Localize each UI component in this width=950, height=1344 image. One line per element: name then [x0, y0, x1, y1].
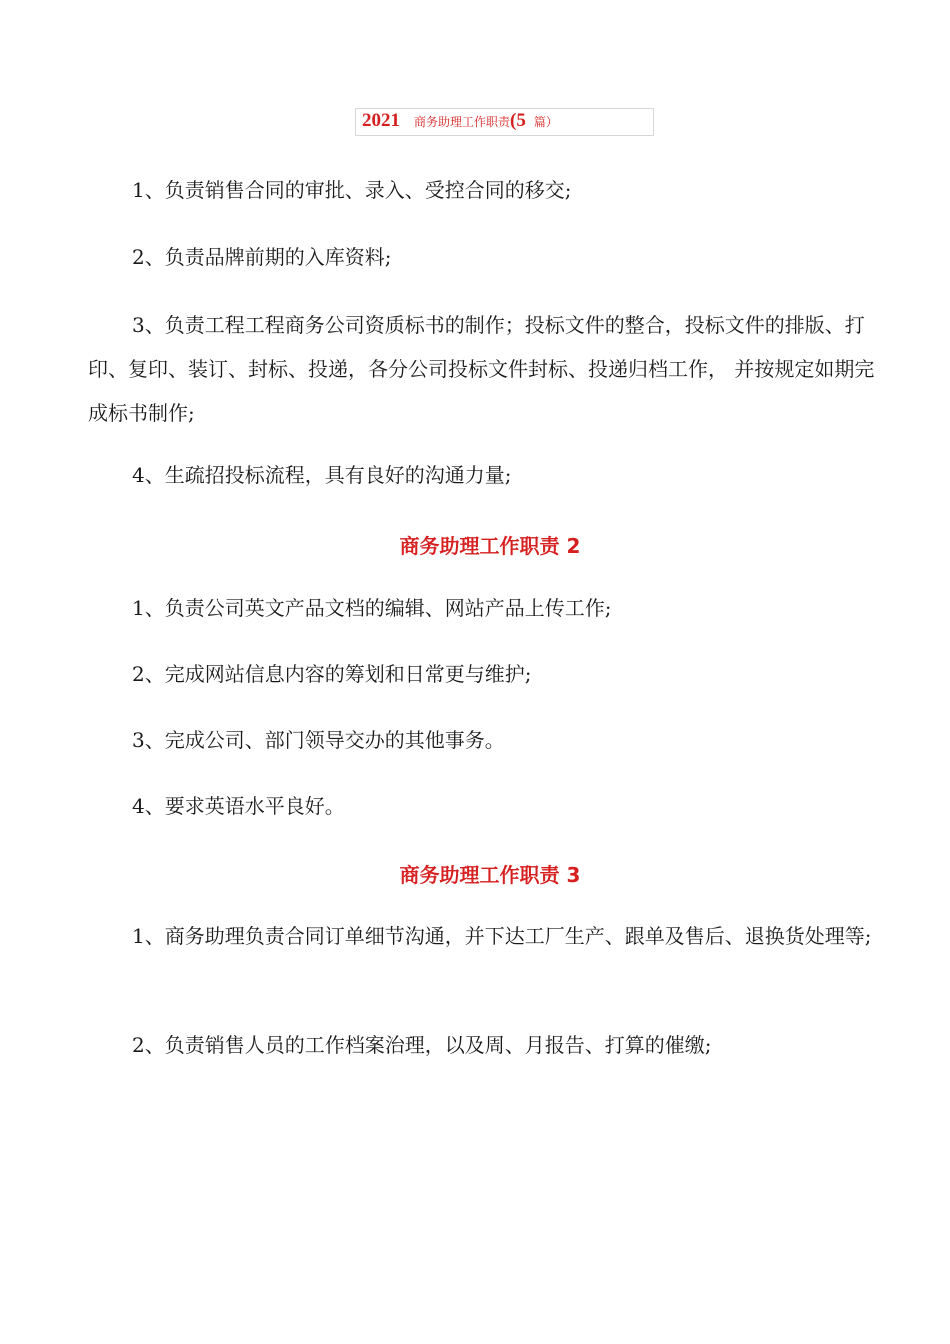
- list-item: 1、商务助理负责合同订单细节沟通，并下达工厂生产、跟单及售后、退换货处理等;: [132, 924, 872, 948]
- title-suffix: 篇）: [533, 115, 558, 129]
- list-item: 4、生疏招投标流程，具有良好的沟通力量;: [132, 463, 512, 487]
- list-item: 1、负责销售合同的审批、录入、受控合同的移交;: [132, 178, 572, 202]
- list-item: 2、负责品牌前期的入库资料;: [132, 245, 392, 269]
- list-item: 3、完成公司、部门领导交办的其他事务。: [132, 728, 505, 752]
- title-count: (5: [510, 110, 526, 131]
- list-item: 1、负责公司英文产品文档的编辑、网站产品上传工作;: [132, 596, 612, 620]
- list-item: 3、负责工程工程商务公司资质标书的制作；投标文件的整合，投标文件的排版、打印、复印、装订、封标、投递，各分公司投标文件封标、投递归档工作， 并按规定如期完成标书制作;: [88, 313, 875, 425]
- section-heading-3: 商务助理工作职责 3: [399, 863, 581, 887]
- list-item: 4、要求英语水平良好。: [132, 794, 345, 818]
- document-title: [362, 110, 558, 132]
- list-item: 2、完成网站信息内容的筹划和日常更与维护;: [132, 662, 532, 686]
- section-heading-2: 商务助理工作职责 2: [399, 534, 581, 558]
- list-item: 2、负责销售人员的工作档案治理，以及周、月报告、打算的催缴;: [132, 1033, 712, 1057]
- title-text: 商务助理工作职责: [414, 115, 511, 129]
- title-year: 2021: [362, 110, 400, 131]
